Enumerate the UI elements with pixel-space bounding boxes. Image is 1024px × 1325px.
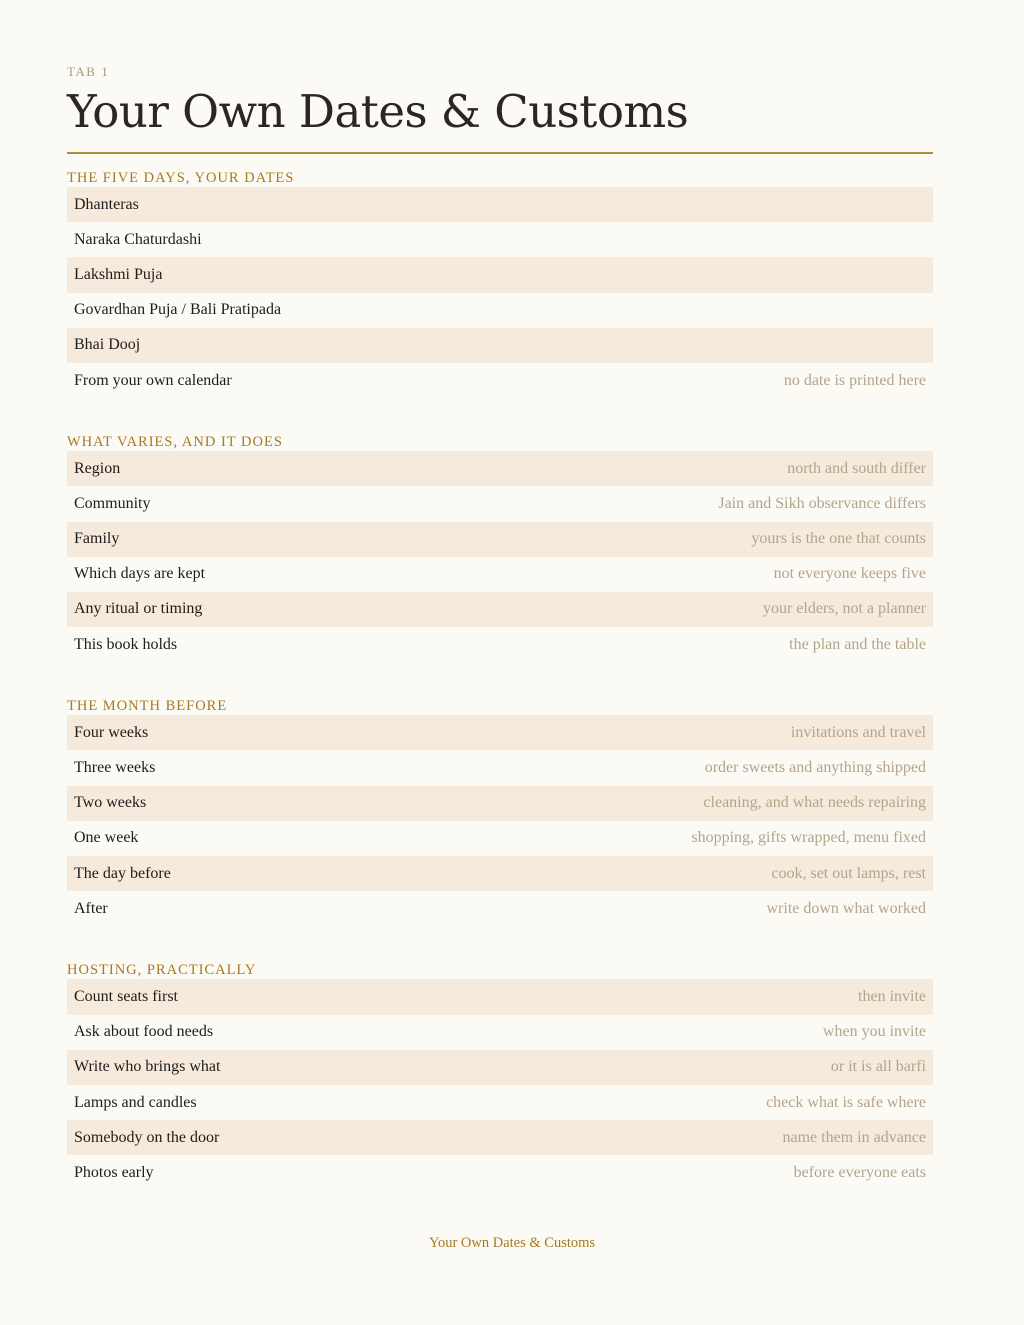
- row-note: Jain and Sikh observance differs: [718, 494, 926, 512]
- table-row: [67, 592, 933, 627]
- row-note: order sweets and anything shipped: [704, 759, 926, 777]
- table-row: [67, 1050, 933, 1085]
- row-label: Ask about food needs: [74, 1023, 214, 1041]
- row-note: invitations and travel: [790, 723, 926, 741]
- table-row: [67, 522, 933, 557]
- row-note: not everyone keeps five: [773, 565, 926, 583]
- table-row: [67, 222, 933, 257]
- row-note: your elders, not a planner: [762, 600, 926, 618]
- title-divider: [67, 152, 933, 154]
- table-row: [67, 486, 933, 521]
- row-label: After: [74, 899, 108, 917]
- section-hosting: [67, 962, 933, 1190]
- table-row: [67, 979, 933, 1014]
- table-row: [67, 557, 933, 592]
- table-row: [67, 627, 933, 662]
- table-row: [67, 187, 933, 222]
- row-note: when you invite: [822, 1023, 926, 1041]
- table-row: [67, 293, 933, 328]
- row-label: Any ritual or timing: [74, 600, 203, 618]
- row-label: Two weeks: [74, 794, 147, 812]
- row-label: This book holds: [74, 635, 178, 653]
- row-label: Count seats first: [74, 987, 178, 1005]
- table-row: [67, 786, 933, 821]
- table-row: [67, 821, 933, 856]
- row-note: shopping, gifts wrapped, menu fixed: [691, 829, 926, 847]
- row-label: Lakshmi Puja: [74, 265, 163, 283]
- section-heading: HOSTING, PRACTICALLY: [67, 962, 257, 979]
- table-row: [67, 257, 933, 292]
- row-note: cleaning, and what needs repairing: [703, 794, 926, 812]
- row-label: Which days are kept: [74, 565, 206, 583]
- page-title: Your Own Dates & Customs: [67, 85, 689, 138]
- section-month-before: [67, 698, 933, 926]
- row-note: yours is the one that counts: [751, 530, 926, 548]
- row-label: Write who brings what: [74, 1058, 221, 1076]
- row-label: The day before: [74, 864, 171, 882]
- table-row: [67, 891, 933, 926]
- row-note: north and south differ: [787, 459, 926, 477]
- row-note: no date is printed here: [783, 371, 926, 389]
- page-footer: Your Own Dates & Customs: [428, 1235, 596, 1251]
- table-row: [67, 1120, 933, 1155]
- table-row: [67, 750, 933, 785]
- row-label: From your own calendar: [74, 371, 232, 389]
- table-row: [67, 1015, 933, 1050]
- table-row: [67, 715, 933, 750]
- table-row: [67, 328, 933, 363]
- row-label: Bhai Dooj: [74, 336, 141, 354]
- section-heading: THE FIVE DAYS, YOUR DATES: [67, 170, 295, 186]
- section-heading: WHAT VARIES, AND IT DOES: [67, 434, 283, 451]
- row-label: One week: [74, 829, 139, 847]
- row-note: the plan and the table: [789, 635, 926, 653]
- table-row: [67, 451, 933, 486]
- sections: [67, 170, 933, 1227]
- row-label: Dhanteras: [74, 195, 139, 213]
- section-five-days: [67, 170, 933, 398]
- section-heading: THE MONTH BEFORE: [67, 698, 228, 715]
- row-label: Lamps and candles: [74, 1093, 197, 1111]
- row-label: Govardhan Puja / Bali Pratipada: [74, 301, 282, 319]
- section-what-varies: [67, 434, 933, 662]
- table-row: [67, 1155, 933, 1190]
- row-note: cook, set out lamps, rest: [771, 864, 926, 882]
- row-note: before everyone eats: [793, 1163, 926, 1181]
- tab-label: TAB 1: [67, 64, 110, 79]
- row-note: or it is all barfi: [830, 1058, 926, 1076]
- row-note: write down what worked: [766, 899, 926, 917]
- table-row: [67, 363, 933, 398]
- row-label: Community: [74, 494, 151, 512]
- row-note: name them in advance: [782, 1128, 926, 1146]
- table-row: [67, 856, 933, 891]
- row-label: Somebody on the door: [74, 1128, 220, 1146]
- row-label: Photos early: [74, 1163, 154, 1181]
- row-note: then invite: [858, 987, 926, 1005]
- row-note: check what is safe where: [766, 1093, 926, 1111]
- table-row: [67, 1085, 933, 1120]
- row-label: Naraka Chaturdashi: [74, 230, 202, 248]
- row-label: Region: [74, 459, 121, 477]
- row-label: Family: [74, 530, 120, 548]
- row-label: Four weeks: [74, 723, 149, 741]
- row-label: Three weeks: [74, 759, 156, 777]
